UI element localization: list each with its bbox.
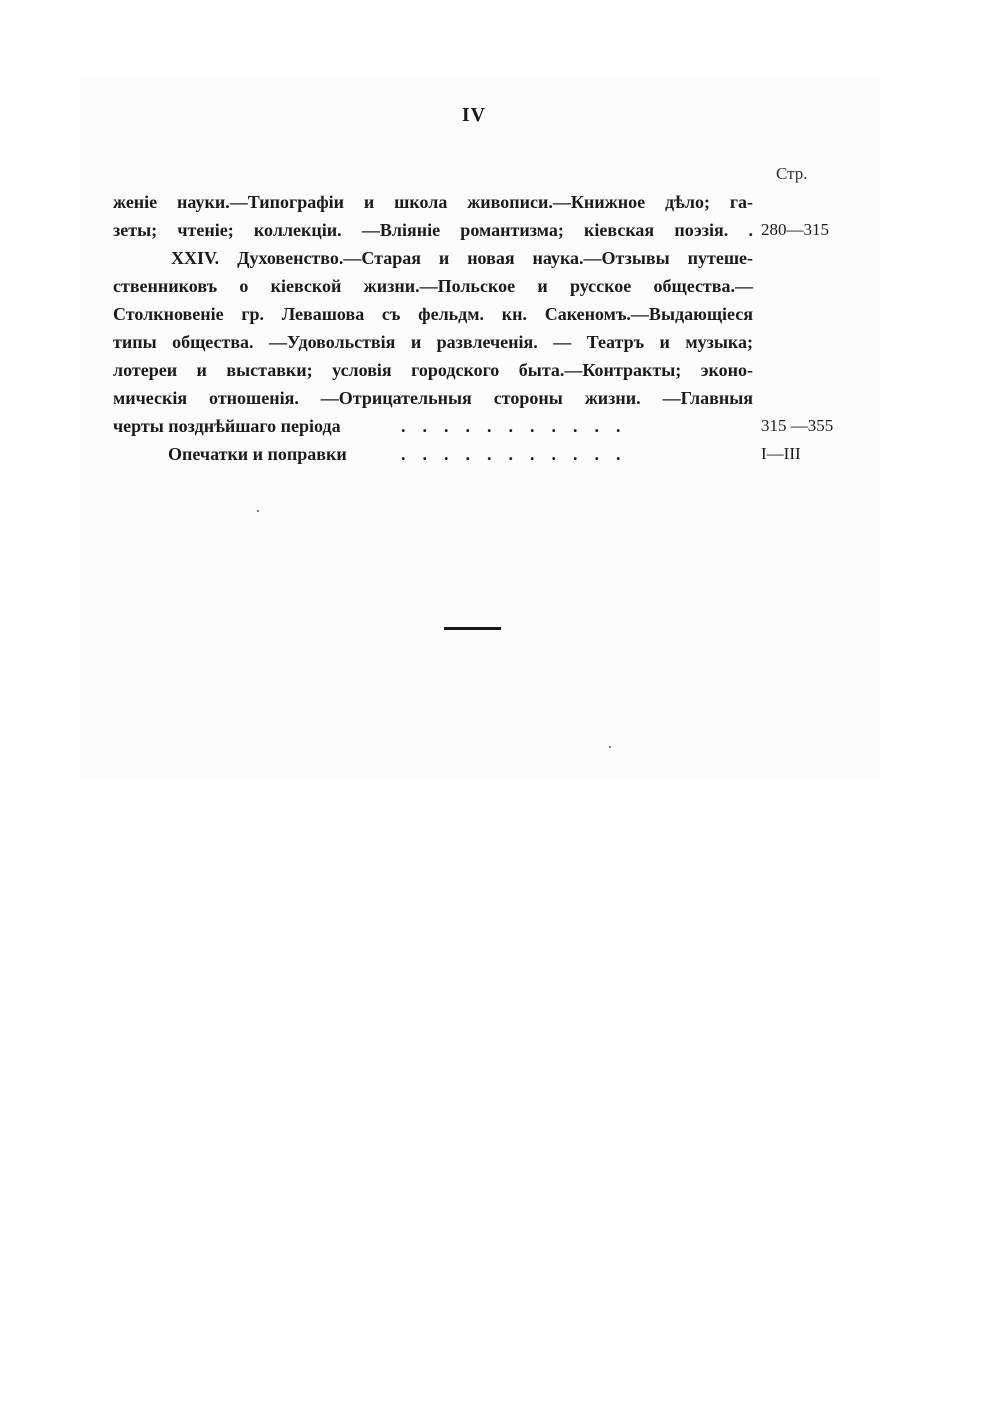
section-end-rule: [444, 627, 501, 630]
toc-line-text: мическія отношенія. —Отрицательныя стороны жизни. —Главныя: [113, 388, 753, 408]
toc-line-text: зеты; чтеніе; коллекціи. —Вліяніе романтизма; кіевская поэзія. .: [113, 220, 753, 240]
toc-line: [113, 300, 843, 328]
toc-line-text: типы общества. —Удовольствія и развлеченія. — Театръ и музыка;: [113, 332, 753, 352]
toc-page-range: I—III: [761, 444, 801, 463]
toc-dot-leaders: ...........: [401, 416, 638, 436]
print-speck: [257, 510, 259, 512]
pages-column-header: Стр.: [776, 164, 808, 183]
toc-dot-leaders: ...........: [401, 444, 638, 464]
table-of-contents: [113, 188, 843, 468]
print-speck: [609, 746, 611, 748]
toc-line: [113, 356, 843, 384]
toc-line: [113, 328, 843, 356]
toc-line: [113, 440, 843, 468]
toc-line: [113, 188, 843, 216]
toc-line-text: Столкновеніе гр. Левашова съ фельдм. кн. Сакеномъ.—Выдающіеся: [113, 304, 753, 324]
toc-line-text: женіе науки.—Типографіи и школа живописи.—Книжное дѣло; га-: [113, 192, 753, 212]
toc-line-text: ственниковъ о кіевской жизни.—Польское и русское общества.—: [113, 276, 753, 296]
toc-page-range: 280—315: [761, 220, 829, 239]
page-number: IV: [461, 104, 487, 126]
toc-line-text: лотереи и выставки; условія городского быта.—Контракты; эконо-: [113, 360, 753, 380]
toc-line: [113, 244, 843, 272]
toc-line: [113, 412, 843, 440]
toc-line-text: черты позднѣйшаго періода: [113, 416, 341, 436]
toc-errata-entry: Опечатки и поправки: [168, 444, 347, 464]
toc-line: [113, 216, 843, 244]
toc-line: [113, 272, 843, 300]
toc-line: [113, 384, 843, 412]
toc-chapter-heading: XXIV. Духовенство.—Старая и новая наука.—Отзывы путеше-: [171, 248, 753, 268]
toc-page-range: 315 —355: [761, 416, 834, 435]
